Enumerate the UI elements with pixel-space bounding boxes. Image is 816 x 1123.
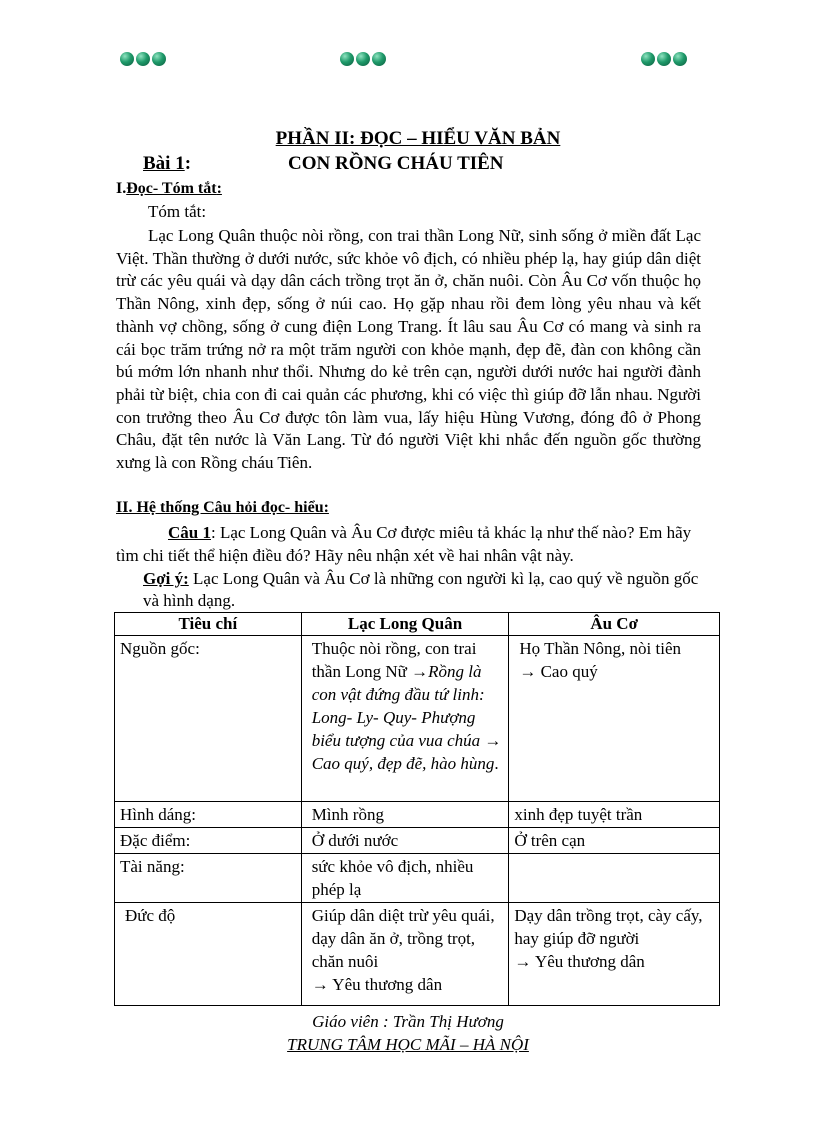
dot-icon xyxy=(372,52,386,66)
table-cell: Ở trên cạn xyxy=(509,828,720,854)
footer-teacher: Giáo viên : Trần Thị Hương xyxy=(312,1012,504,1031)
dot-icon xyxy=(356,52,370,66)
cell-text: Giúp dân diệt trừ yêu quái, dạy dân ăn ở, trồng trọt, chăn nuôi xyxy=(311,906,495,971)
table-cell: Tài năng: xyxy=(115,854,302,903)
decorative-dots-center xyxy=(340,52,386,66)
table-cell: Đức độ xyxy=(115,903,302,1006)
decorative-dots-left xyxy=(120,52,166,66)
table-cell xyxy=(509,636,720,802)
hint-text: Lạc Long Quân và Âu Cơ là những con người kì lạ, cao quý về nguồn gốc và hình dạng. xyxy=(143,569,699,610)
dot-icon xyxy=(340,52,354,66)
table-row xyxy=(115,802,720,828)
cell-text: Dạy dân trồng trọt, cày cấy, hay giúp đỡ người xyxy=(514,906,703,948)
table-header: Âu Cơ xyxy=(509,613,720,636)
dot-icon xyxy=(120,52,134,66)
cell-text: Họ Thần Nông, nòi tiên xyxy=(519,639,681,658)
cell-italic-text: Cao quý, đẹp đẽ, hào hùng xyxy=(311,754,495,773)
dot-icon xyxy=(657,52,671,66)
table-header: Tiêu chí xyxy=(115,613,302,636)
hint-label: Gợi ý: xyxy=(143,569,189,588)
table-cell: xinh đẹp tuyệt trần xyxy=(509,802,720,828)
section1-title xyxy=(116,180,222,198)
part-title: PHẦN II: ĐỌC – HIỂU VĂN BẢN xyxy=(275,128,561,149)
table-row xyxy=(115,854,720,903)
cell-text: Yêu thương dân xyxy=(531,952,645,971)
question-1-text: : Lạc Long Quân và Âu Cơ được miêu tả khác lạ như thế nào? Em hãy tìm chi tiết thể hiện điều đó? Hãy nêu nhận xét về hai nhân vật này. xyxy=(116,523,692,565)
table-cell xyxy=(509,903,720,1006)
table-cell xyxy=(301,636,509,802)
story-title: CON RỒNG CHÁU TIÊN xyxy=(288,153,504,174)
section1-prefix: I. xyxy=(116,180,127,197)
question-1-label: Câu 1 xyxy=(168,523,211,542)
table-cell: Ở dưới nước xyxy=(301,828,509,854)
comparison-table xyxy=(114,612,720,1006)
question-1 xyxy=(116,521,706,567)
summary-label: Tóm tắt: xyxy=(148,202,207,221)
decorative-dots-right xyxy=(641,52,687,66)
table-cell xyxy=(301,903,509,1006)
section1-title-text: Đọc- Tóm tắt xyxy=(126,180,217,197)
lesson-label xyxy=(143,153,191,175)
cell-text: Thuộc nòi rồng, con trai thần Long Nữ xyxy=(311,639,477,681)
arrow-icon: → xyxy=(519,662,537,681)
table-cell: Mình rồng xyxy=(301,802,509,828)
lesson-colon: : xyxy=(184,153,192,174)
footer-center: TRUNG TÂM HỌC MÃI – HÀ NỘI xyxy=(287,1035,529,1054)
cell-text: Yêu thương dân xyxy=(328,975,443,994)
table-row xyxy=(115,903,720,1006)
arrow-icon: → xyxy=(514,952,532,971)
table-cell: Hình dáng: xyxy=(115,802,302,828)
section1-title-suffix: : xyxy=(216,180,222,197)
table-cell: Nguồn gốc: xyxy=(115,636,302,802)
table-header-row xyxy=(115,613,720,636)
hint xyxy=(143,568,703,612)
dot-icon xyxy=(641,52,655,66)
table-cell: Đặc điểm: xyxy=(115,828,302,854)
table-row xyxy=(115,828,720,854)
cell-italic-text: Rồng là con vật đứng đầu tứ linh: Long- Ly- Quy- Phượng biểu tượng của vua chúa xyxy=(311,662,485,750)
table-cell: sức khỏe vô địch, nhiều phép lạ xyxy=(301,854,509,903)
lesson-number: Bài 1 xyxy=(143,153,185,174)
dot-icon xyxy=(136,52,150,66)
dot-icon xyxy=(673,52,687,66)
table-row xyxy=(115,636,720,802)
arrow-icon: → xyxy=(411,662,429,681)
cell-text: Cao quý xyxy=(536,662,598,681)
summary-paragraph: Lạc Long Quân thuộc nòi rồng, con trai thần Long Nữ, sinh sống ở miền đất Lạc Việt. Thần thường ở dưới nước, sức khỏe vô địch, có nhiều phép lạ, hay giúp dân diệt trừ các yêu quái và dạy dân cách trồng trọt ăn ở, chăn nuôi. Còn Âu Cơ vốn thuộc họ Thần Nông, xinh đẹp, sống ở núi cao. Họ gặp nhau rồi đem lòng yêu nhau và kết thành vợ chồng, sống ở cung điện Long Trang. Ít lâu sau Âu Cơ có mang và sinh ra cái bọc trăm trứng nở ra một trăm người con khỏe mạnh, đẹp đẽ, đàn con không cần bú mớm lớn nhanh như thổi. Nhưng do kẻ trên cạn, người dưới nước hai người đành phải từ biệt, chia con đi cai quản các phương, khi có việc thì giúp đỡ lẫn nhau. Người con trưởng theo Âu Cơ được tôn làm vua, lấy hiệu Hùng Vương, đóng đô ở Phong Châu, đặt tên nước là Văn Lang. Từ đó người Việt khi nhắc đến nguồn gốc thường xưng là con Rồng cháu Tiên. xyxy=(116,226,701,473)
dot-icon xyxy=(152,52,166,66)
arrow-icon: → xyxy=(484,731,502,750)
arrow-icon: → xyxy=(311,975,329,994)
table-header: Lạc Long Quân xyxy=(301,613,509,636)
table-cell xyxy=(509,854,720,903)
section2-title: II. Hệ thống Câu hỏi đọc- hiểu: xyxy=(116,499,329,516)
cell-text: . xyxy=(494,754,499,773)
